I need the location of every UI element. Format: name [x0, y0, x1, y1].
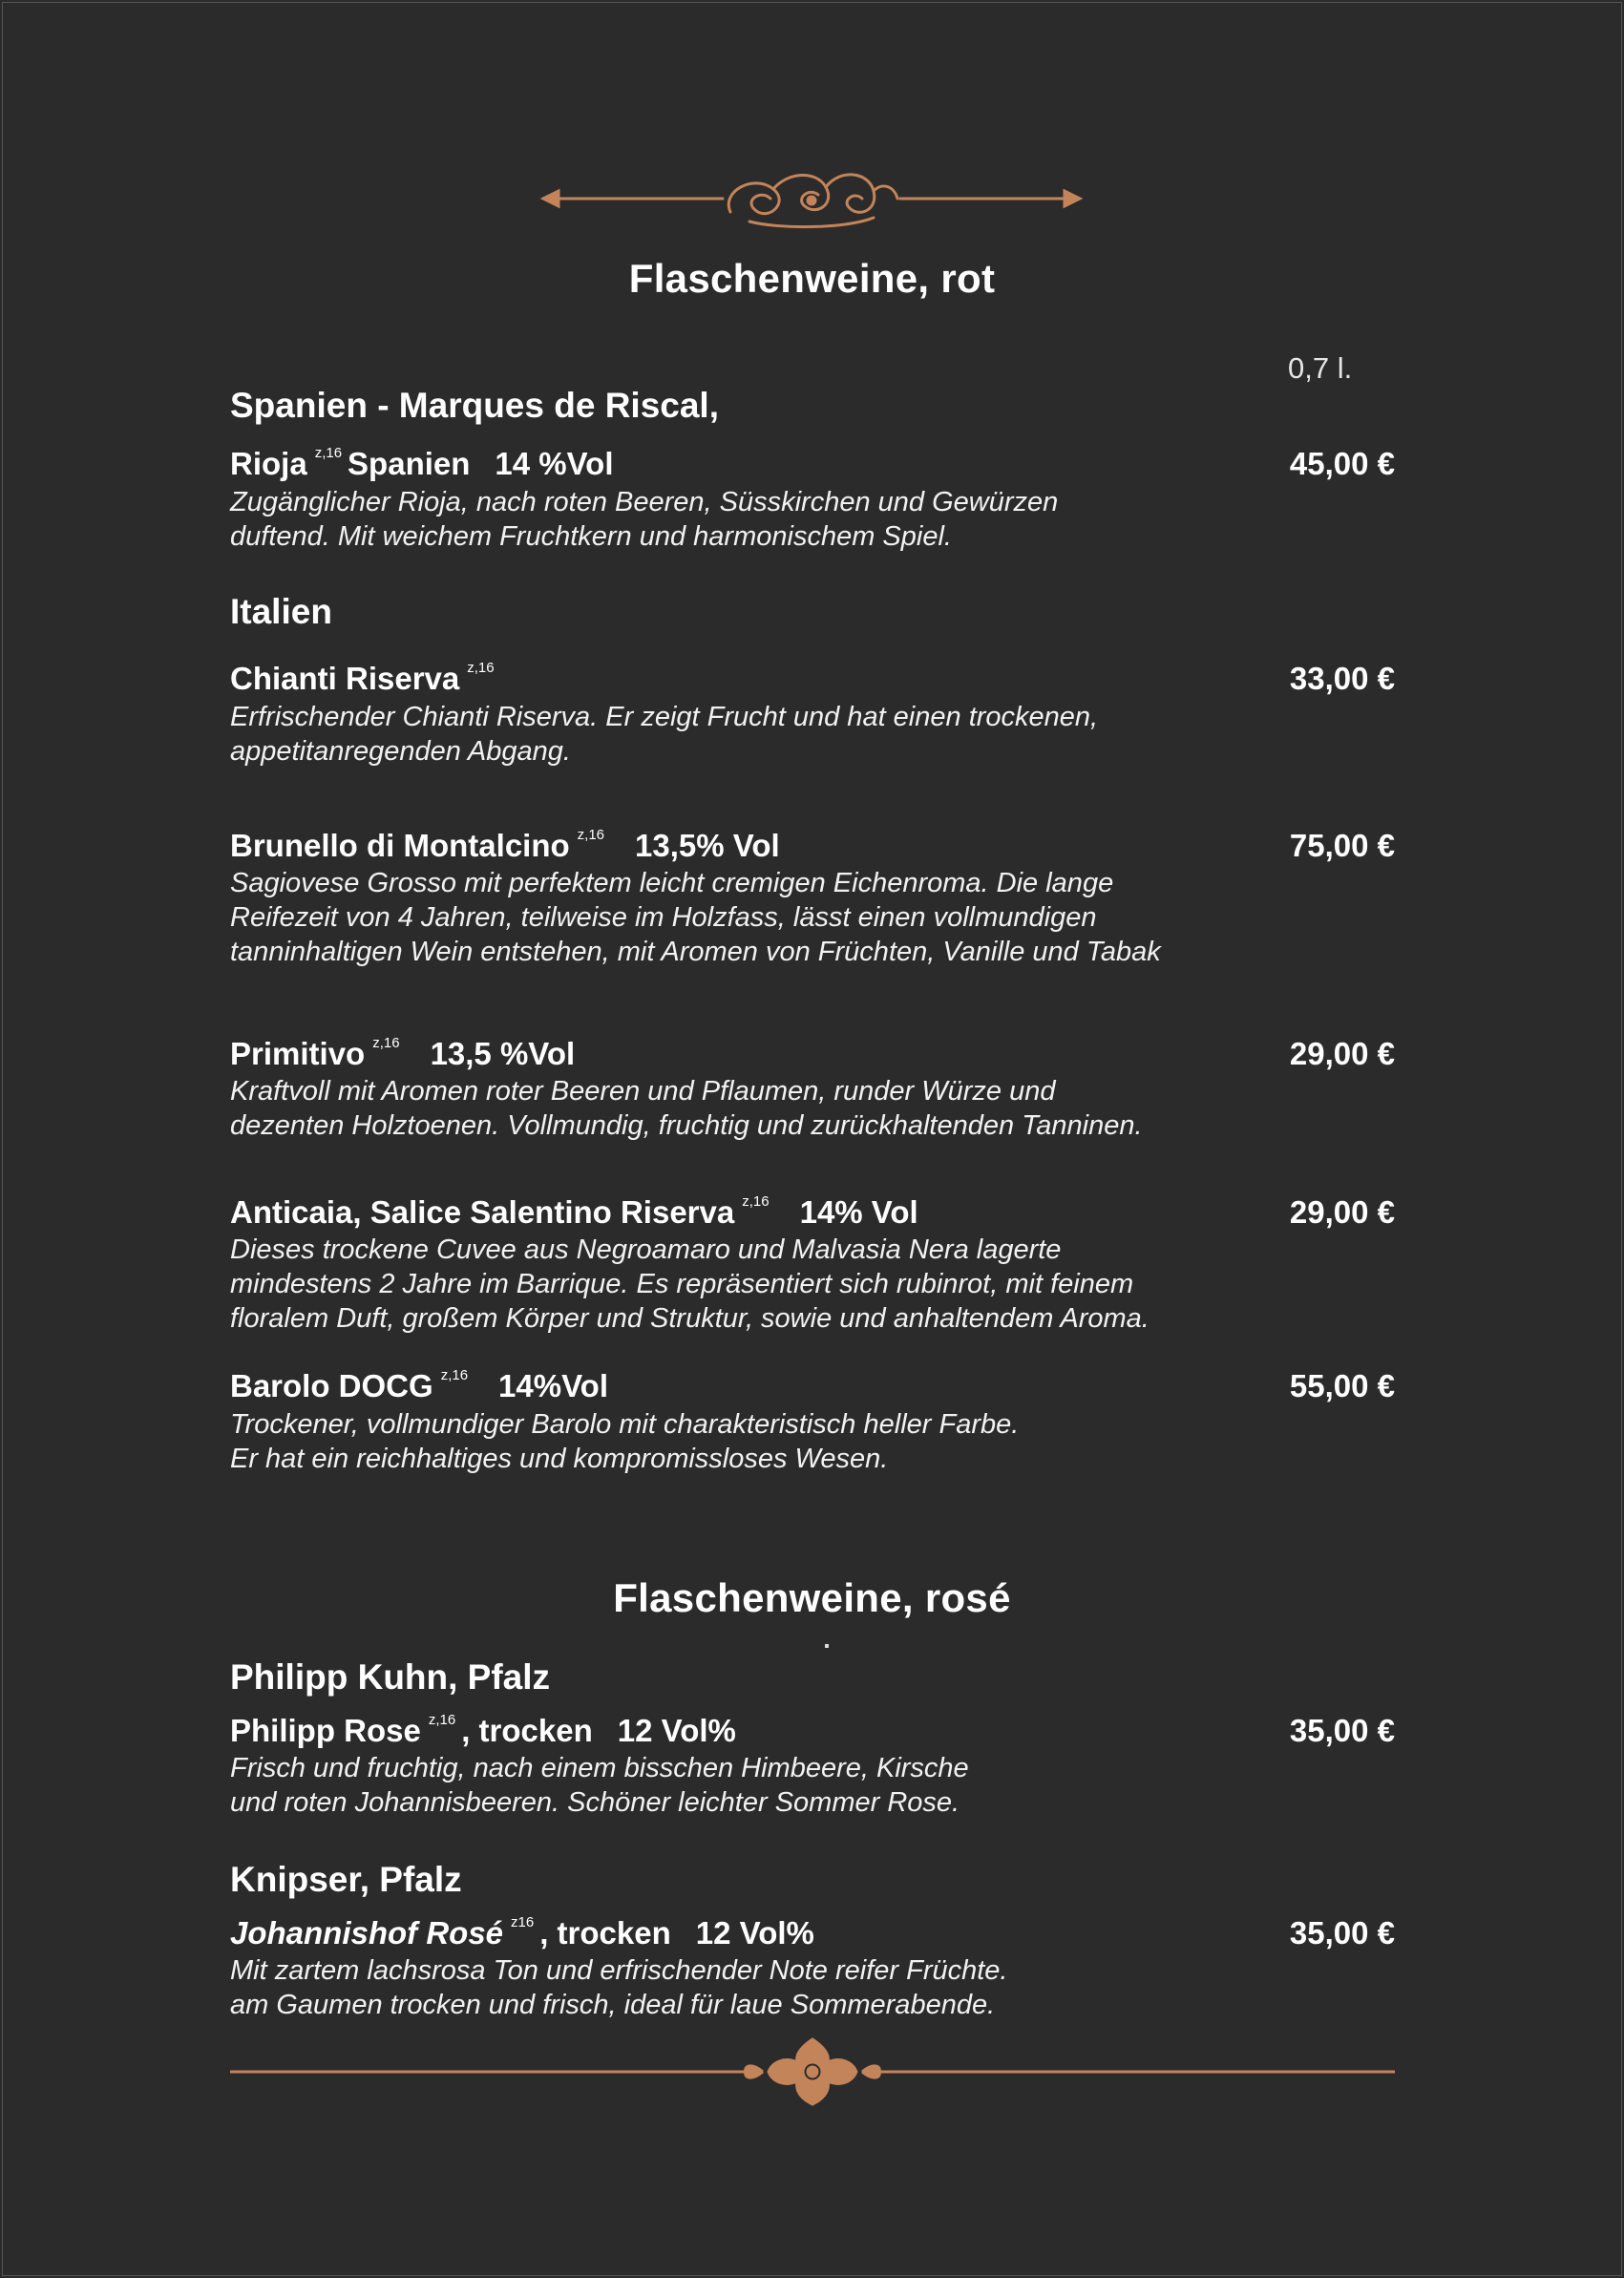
wine-johannishof: Johannishof Rosé $^{z16}$ , trocken 12 Vol%	[230, 1914, 814, 1951]
price-barolo: 55,00 €	[1289, 1368, 1395, 1403]
desc-brunello: Sagiovese Grosso mit perfektem leicht cremigen Eichenroma. Die lange Reifezeit von 4 Jahren, teilweise im Holzfass, lässt einen vollmundigen tanninhaltigen Wein entstehen, mit Aromen von Früchten, Vanille und Tabak	[230, 868, 1161, 967]
price-anticaia: 29,00 €	[1289, 1194, 1395, 1230]
price-chianti: 33,00 €	[1289, 661, 1395, 696]
wine-anticaia: Anticaia, Salice Salentino Riserva $^{z,16}$ 14% Vol	[230, 1193, 918, 1230]
desc-anticaia: Dieses trockene Cuvee aus Negroamaro und Malvasia Nera lagerte mindestens 2 Jahre im Barrique. Es repräsentiert sich rubinrot, mit feinem floralem Duft, großem Körper und Struktur, sowie und anhaltendem Aroma.	[230, 1234, 1149, 1334]
desc-philipp-rose: Frisch und fruchtig, nach einem bisschen Himbeere, Kirsche und roten Johannisbeeren. Schöner leichter Sommer Rose.	[230, 1753, 969, 1818]
price-philipp-rose: 35,00 €	[1289, 1713, 1395, 1748]
price-brunello: 75,00 €	[1289, 828, 1395, 863]
region-philipp-kuhn: Philipp Kuhn, Pfalz	[230, 1657, 551, 1697]
flourish-icon	[539, 162, 1084, 239]
wine-chianti: Chianti Riserva $^{z,16}$	[230, 660, 495, 696]
wine-primitivo: Primitivo $^{z,16}$ 13,5 %Vol	[230, 1035, 576, 1071]
volume-header: 0,7 l.	[1288, 351, 1353, 385]
desc-primitivo: Kraftvoll mit Aromen roter Beeren und Pflaumen, runder Würze und dezenten Holztoenen. Vollmundig, fruchtig und zurückhaltenden Tanninen.	[230, 1076, 1143, 1141]
price-primitivo: 29,00 €	[1289, 1036, 1395, 1071]
divider-dot	[825, 1644, 829, 1648]
wine-brunello: Brunello di Montalcino $^{z,16}$ 13,5% Vol	[230, 827, 780, 863]
wine-barolo: Barolo DOCG $^{z,16}$ 14%Vol	[230, 1367, 608, 1403]
wine-philipp-rose: Philipp Rose $^{z,16}$ , trocken 12 Vol%	[230, 1712, 736, 1748]
wine-rioja: Rioja $^{z,16}$ Spanien 14 %Vol	[230, 445, 614, 481]
region-knipser: Knipser, Pfalz	[230, 1860, 462, 1899]
desc-johannishof: Mit zartem lachsrosa Ton und erfrischender Note reifer Früchte. am Gaumen trocken und frisch, ideal für laue Sommerabende.	[230, 1955, 1008, 2020]
region-spanien: Spanien - Marques de Riscal,	[230, 386, 719, 425]
medallion-icon	[228, 2034, 1397, 2110]
section-title-rose: Flaschenweine, rosé	[613, 1575, 1011, 1620]
region-italien: Italien	[230, 592, 332, 631]
price-johannishof: 35,00 €	[1289, 1915, 1395, 1951]
desc-rioja: Zugänglicher Rioja, nach roten Beeren, Süsskirchen und Gewürzen duftend. Mit weichem Fruchtkern und harmonischem Spiel.	[230, 487, 1059, 552]
desc-chianti: Erfrischender Chianti Riserva. Er zeigt Frucht und hat einen trockenen, appetitanregenden Abgang.	[230, 702, 1099, 767]
section-title-red: Flaschenweine, rot	[628, 256, 996, 301]
desc-barolo: Trockener, vollmundiger Barolo mit charakteristisch heller Farbe. Er hat ein reichhaltiges und kompromissloses Wesen.	[230, 1409, 1020, 1474]
price-rioja: 45,00 €	[1289, 446, 1395, 481]
